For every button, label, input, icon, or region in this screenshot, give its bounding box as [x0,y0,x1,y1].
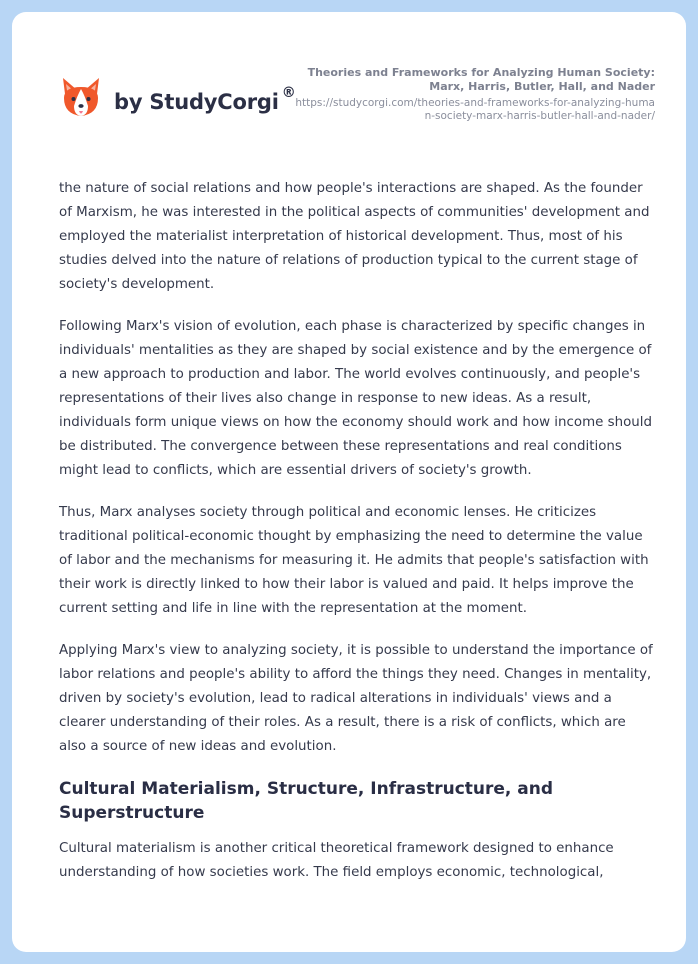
studycorgi-logo[interactable] [60,76,296,120]
paragraph: the nature of social relations and how people's interactions are shaped. As the founder of Marxism, he was interested in the political aspects of communities' development and employed the materialist interpretation of historical development. Thus, most of his studies delved into the nature of relations of production typical to the current stage of society's development. [59,181,650,292]
registered-mark: ® [281,84,296,101]
document-title: Theories and Frameworks for Analyzing Human Society: Marx, Harris, Butler, Hall, and Nader [307,66,655,93]
paragraph: Applying Marx's view to analyzing society, it is possible to understand the importance of labor relations and people's ability to afford the things they need. Changes in mentality, driven by society's evolution, lead to radical alterations in individuals' views and a clearer understanding of their roles. As a result, there is a risk of conflicts, which are also a source of new ideas and evolution. [59,643,653,754]
document-content [59,177,654,903]
document-meta [295,66,655,123]
paragraph: Following Marx's vision of evolution, each phase is characterized by specific changes in individuals' mentalities as they are shaped by social existence and by the emergence of a new approach to production and labor. The world evolves continuously, and people's representations of their lives also change in response to new ideas. As a result, individuals form unique views on how the economy should work and how income should be distributed. The convergence between these representations and real conditions might lead to conflicts, which are essential drivers of society's growth. [59,319,652,478]
section-heading: Cultural Materialism, Structure, Infrastructure, and Superstructure [59,779,554,823]
brand-name: by StudyCorgi ® [114,84,296,114]
paragraph: Thus, Marx analyses society through political and economic lenses. He criticizes traditional political-economic thought by emphasizing the need to determine the value of labor and the mechanisms for measuring it. He admits that people's satisfaction with their work is directly linked to how their labor is valued and paid. It helps improve the current setting and life in line with the representation at the moment. [59,505,649,616]
document-page [12,12,686,952]
page-header [12,12,686,152]
paragraph: Cultural materialism is another critical theoretical framework designed to enhance understanding of how societies work. The field employs economic, technological, [59,841,614,880]
corgi-logo-icon [60,76,102,120]
document-url-link[interactable]: https://studycorgi.com/theories-and-frameworks-for-analyzing-human-society-marx-harris-butler-hall-and-nader/ [295,97,655,122]
